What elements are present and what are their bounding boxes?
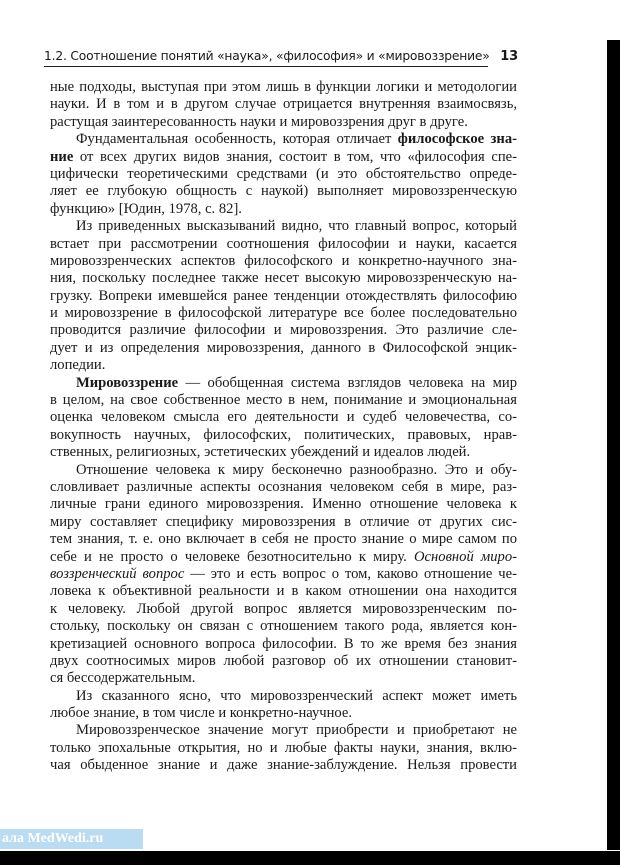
italic-term: воззренческий вопрос bbox=[50, 565, 185, 582]
text-line bbox=[50, 636, 517, 653]
scan-edge-bottom bbox=[0, 851, 620, 865]
text-line bbox=[50, 253, 517, 270]
text-line bbox=[50, 201, 517, 218]
text-segment: словливает различные аспекты осознания человеком себя в мире, раз- bbox=[50, 478, 517, 495]
text-line bbox=[50, 392, 517, 409]
text-segment: чая обыденное знание и даже знание-заблуждение. Нельзя провести bbox=[50, 757, 517, 774]
text-segment: Фундаментальная особенность, которая отличает bbox=[76, 131, 398, 148]
text-line bbox=[50, 531, 517, 548]
text-line bbox=[50, 479, 517, 496]
text-segment: дует и из определения мировоззрения, данного в Философской энцик- bbox=[50, 339, 517, 356]
text-segment: науки. И в том и в другом случае отрицается внутренняя взаимосвязь, bbox=[50, 96, 517, 113]
text-line bbox=[50, 149, 517, 166]
text-segment: оценка человеком смысла его деятельности и судеб человечества, со- bbox=[50, 409, 517, 426]
page-number: 13 bbox=[500, 49, 518, 64]
text-line bbox=[50, 270, 517, 287]
text-line bbox=[50, 757, 517, 774]
bold-term: ние bbox=[50, 148, 74, 165]
text-segment: к человеку. Любой другой вопрос является мировоззренческим по- bbox=[50, 600, 517, 617]
text-line bbox=[50, 375, 517, 392]
text-segment: мировоззренческих аспектов философского и конкретно-научного зна- bbox=[50, 252, 517, 269]
text-line bbox=[50, 409, 517, 426]
text-segment: Из приведенных высказываний видно, что главный вопрос, который bbox=[76, 218, 517, 235]
text-segment: ния, поскольку последнее также несет высокую мировоззренческую на- bbox=[50, 270, 517, 287]
text-segment: вокупность научных, философских, политических, правовых, нрав- bbox=[50, 426, 517, 443]
scan-edge-right bbox=[607, 40, 620, 850]
text-line bbox=[50, 288, 517, 305]
text-segment: ловека к объективной реальности и в каком отношении она находится bbox=[50, 583, 517, 600]
text-line bbox=[50, 305, 517, 322]
text-segment: в целом, на свое собственное место в нем, понимание и эмоциональная bbox=[50, 392, 517, 409]
text-segment: растущая заинтересованность науки и мировоззрения друг в друге. bbox=[50, 113, 468, 130]
bold-term: философское зна- bbox=[397, 131, 517, 148]
text-segment: двух соотносимых миров любой разговор об их отношении становит- bbox=[50, 652, 517, 669]
text-line bbox=[50, 218, 517, 235]
italic-term: Основной миро- bbox=[414, 548, 517, 565]
text-line bbox=[50, 131, 517, 148]
text-line bbox=[50, 166, 517, 183]
text-segment: тем знания, т. е. оно включает в себя не просто знание о мире самом по bbox=[50, 531, 517, 548]
text-line bbox=[50, 514, 517, 531]
text-segment: стольку, поскольку он связан с отношением такого рода, является кон- bbox=[50, 618, 517, 635]
text-segment: миру составляет специфику мировоззрения в отличие от других сис- bbox=[50, 513, 517, 530]
text-segment: — это и есть вопрос о том, каково отношение че- bbox=[184, 565, 517, 582]
text-line bbox=[50, 427, 517, 444]
running-header bbox=[44, 46, 518, 67]
text-segment: грузку. Вопреки имевшейся ранее тенденции отождествлять философию bbox=[50, 287, 517, 304]
text-line bbox=[50, 96, 517, 113]
text-line bbox=[50, 357, 517, 374]
text-line bbox=[50, 618, 517, 635]
text-line bbox=[50, 566, 517, 583]
text-segment: проводится различие философии и мировоззрения. Это различие сле- bbox=[50, 322, 517, 339]
bold-term: Мировоззрение bbox=[76, 374, 179, 391]
text-line bbox=[50, 322, 517, 339]
text-line bbox=[50, 722, 517, 739]
text-segment: функцию» [Юдин, 1978, с. 82]. bbox=[50, 200, 242, 217]
text-segment: ляет ее глубокую общность с наукой) выполняет мировоззренческую bbox=[50, 183, 517, 200]
text-line bbox=[50, 653, 517, 670]
text-line bbox=[50, 670, 517, 687]
text-segment: ственных, религиозных, эстетических убеждений и идеалов людей. bbox=[50, 444, 471, 461]
text-segment: Из сказанного ясно, что мировоззренческий аспект может иметь bbox=[76, 687, 517, 704]
text-line bbox=[50, 79, 517, 96]
text-line bbox=[50, 462, 517, 479]
text-line bbox=[50, 236, 517, 253]
text-line bbox=[50, 340, 517, 357]
text-line bbox=[50, 114, 517, 131]
text-segment: и мировоззрение в философской литературе все более последовательно bbox=[50, 305, 517, 322]
text-segment: ся бессодержательным. bbox=[50, 670, 196, 687]
text-segment: кретизацией основного вопроса философии. В то же время без знания bbox=[50, 635, 517, 652]
text-segment: цифически теоретическими средствами (и это обстоятельство опреде- bbox=[50, 165, 517, 182]
text-line bbox=[50, 688, 517, 705]
watermark: ала MedWedi.ru bbox=[0, 829, 143, 849]
text-segment: от всех других видов знания, состоит в том, что «философия спе- bbox=[73, 148, 517, 165]
text-line bbox=[50, 705, 517, 722]
text-segment: только эпохальные открытия, но и любые факты науки, знания, вклю- bbox=[50, 739, 517, 756]
text-segment: лопедии. bbox=[50, 357, 106, 374]
text-line bbox=[50, 740, 517, 757]
text-segment: встает при рассмотрении соотношения философии и науки, касается bbox=[50, 235, 517, 252]
text-segment: личные грани единого мировоззрения. Именно отношение человека к bbox=[50, 496, 517, 513]
text-segment: себе и не просто о человеке безотносительно к миру. bbox=[50, 548, 415, 565]
text-line bbox=[50, 496, 517, 513]
page-body-text bbox=[50, 79, 517, 775]
chapter-title: 1.2. Соотношение понятий «наука», «философия» и «мировоззрение» bbox=[44, 49, 490, 63]
text-segment: ные подходы, выступая при этом лишь в функции логики и методологии bbox=[50, 79, 517, 95]
text-segment: любое знание, в том числе и конкретно-научное. bbox=[50, 705, 353, 722]
text-segment: — обобщенная система взглядов человека на мир bbox=[178, 374, 517, 391]
text-line bbox=[50, 444, 517, 461]
text-segment: Мировоззренческое значение могут приобрести и приобретают не bbox=[76, 722, 517, 739]
text-line bbox=[50, 183, 517, 200]
text-segment: Отношение человека к миру бесконечно разнообразно. Это и обу- bbox=[76, 461, 517, 478]
text-line bbox=[50, 583, 517, 600]
text-line bbox=[50, 549, 517, 566]
text-line bbox=[50, 601, 517, 618]
